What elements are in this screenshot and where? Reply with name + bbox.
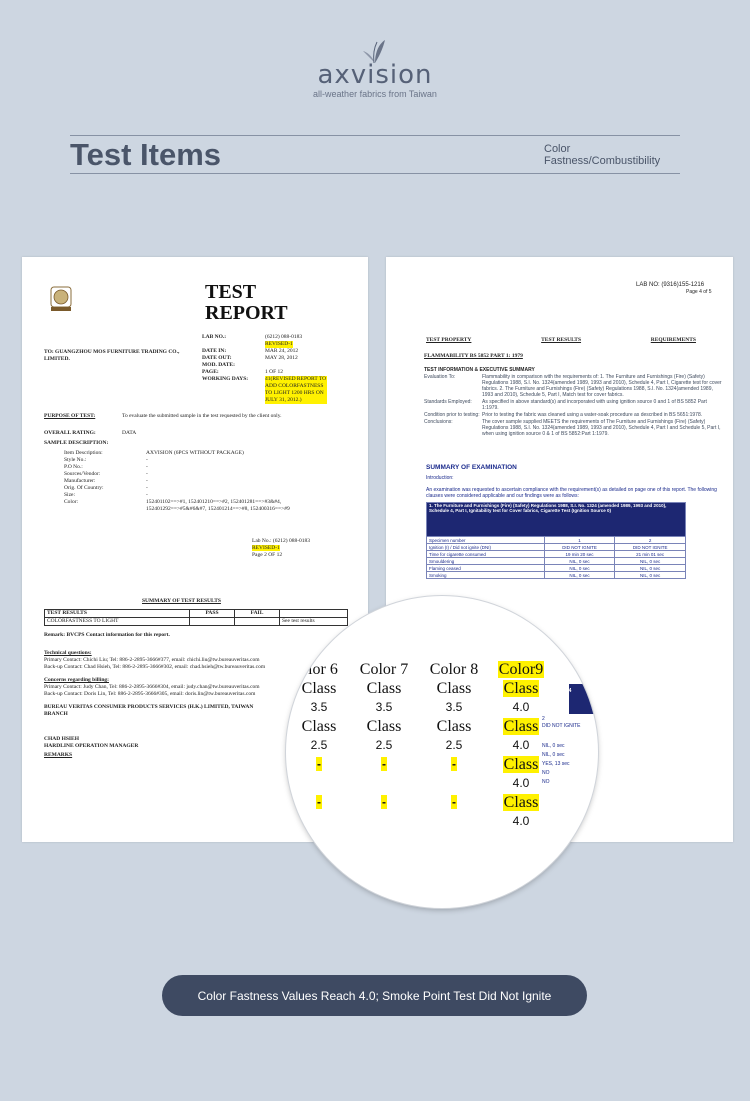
brand-logo <box>0 38 750 99</box>
subtitle-line-2: Fastness/Combustibility <box>544 155 661 167</box>
table-row: Ignition (I) / Did not ignite (DNI) DID NOT IGNITE DID NOT IGNITE <box>427 544 686 551</box>
table-row: TEST RESULTS PASS FAIL <box>45 610 348 618</box>
sample-row: Color: 152401102==>#1, 152401210==>#2, 152401281==>#3&#4, 152401292==>#5&#6&#7, 152401214==>#8, 152400316==>#9 <box>64 499 290 512</box>
color-9-column: Color9 Class 4.0 Class 4.0 Class 4.0 Class 4.0 <box>498 661 544 828</box>
lab-info-block <box>202 334 362 404</box>
examination-table <box>426 502 686 579</box>
color-6-column: olor 6 Class 3.5 Class 2.5 - - <box>300 661 338 809</box>
sample-row: Orig. Of Country: - <box>64 485 148 491</box>
lab-no-repeat: Lab No.: (6212) 088-0183 REVISED-1 Page 2 OF 12 <box>252 538 311 558</box>
magnified-side-text: YES, 13 sec <box>542 761 570 767</box>
lab-field: DATE IN: MAR 24, 2012 <box>202 348 299 354</box>
page-subtitle <box>544 143 660 167</box>
magnified-side-text: S.I. No. 1324 <box>542 688 572 694</box>
column-headers: TEST PROPERTY TEST RESULTS REQUIREMENTS <box>426 337 696 343</box>
summary-title: SUMMARY OF TEST RESULTS <box>142 598 221 604</box>
sample-row: Sources/Vendor: - <box>64 471 148 477</box>
sample-description-table <box>64 450 354 513</box>
info-row: Standards Employed: As specified in above standard(s) and incorporated with using ignition source 0 and 1 of BS 5852 Part 1:1979. <box>424 399 707 411</box>
magnified-side-text: NO <box>542 779 550 785</box>
sample-row: Style No.: - <box>64 457 148 463</box>
info-title: TEST INFORMATION & EXECUTIVE SUMMARY <box>424 367 535 373</box>
info-row: Condition prior to testing: Prior to testing the fabric was cleaned using a water-soak procedure as described in BS 5651:1978. <box>424 412 703 418</box>
lab-number: LAB NO: (9316)155-1216 <box>636 282 705 288</box>
introduction-label: Introduction: <box>426 475 454 481</box>
magnified-side-text: NIL, 0 sec <box>542 743 565 749</box>
table-row: Smouldering NIL, 0 sec NIL, 0 sec <box>427 558 686 565</box>
color-7-column: Color 7 Class 3.5 Class 2.5 - - <box>359 661 409 809</box>
header-rule-bottom <box>70 173 680 174</box>
flammability-heading: FLAMMABILITY BS 5852 PART 1: 1979 <box>424 353 523 359</box>
table-row: Specimen number 1 2 <box>427 537 686 544</box>
brand-tagline: all-weather fabrics from Taiwan <box>313 89 437 99</box>
overall-rating: OVERALL RATING: DATA <box>44 430 137 436</box>
lab-field: REVISED-1 <box>265 341 293 347</box>
introduction-text: An examination was requested to ascertain compliance with the requirement(s) as detailed on page one of this report. The following clauses were considered applicable and our findings were as follows: <box>426 487 717 499</box>
color-8-column: Color 8 Class 3.5 Class 2.5 - - <box>429 661 479 809</box>
lab-field: WORKING DAYS: 41(REVISED REPORT TO ADD COLORFASTNESS TO LIGHT 1200 HRS ON JULY 31, 2012.) <box>202 376 327 403</box>
lab-field: LAB NO.: (6212) 088-0183 <box>202 334 303 340</box>
lab-field: MOD. DATE: <box>202 362 235 368</box>
magnified-side-text: NIL, 0 sec <box>542 752 565 758</box>
magnified-side-text: 2 <box>542 716 545 722</box>
info-row: Evaluation To: Flammability in comparison with the requirements of: 1. The Furniture and Furnishings (Fire) (Safety) Regulations 1988, S.I. No. 1324(amended 1989, 1993 and 2010), Schedule 4, Part I, Cigarette test for cover fabrics. 2. The Furniture and Furnishings (Fire) (Safety) Regulations 1988, S.I. No. 1324(amended 1989, 1993 and 2010), Schedule 5, Part I, Match test for cover fabrics. <box>424 374 722 398</box>
table-row: Time for cigarette consumed 19 min 20 sec 21 min 01 sec <box>427 551 686 558</box>
recipient: TO: GUANGZHOU MOS FURNITURE TRADING CO., LIMITED. <box>44 349 180 362</box>
remark: Remark: BVCPS Contact information for this report. <box>44 632 170 638</box>
lab-field: DATE OUT: MAY 28, 2012 <box>202 355 298 361</box>
summary-table <box>44 609 348 626</box>
sample-row: Manufacturer: - <box>64 478 148 484</box>
summary-caption-pill <box>162 975 587 1016</box>
page-title: Test Items <box>70 137 222 172</box>
table-row: COLORFASTNESS TO LIGHT See test results <box>45 618 348 626</box>
sample-row: Item Description: AXVISION (6PCS WITHOUT PACKAGE) <box>64 450 244 456</box>
sample-row: Size: - <box>64 492 148 498</box>
contact-notes: Technical questions: Primary Contact: Chichi Liu; Tel: 886-2-2895-3666#377, email: chichi.liu@tw.bureauveritas.com Back-up Contact: Chad Hsieh, Tel: 886-2-2895-3666#302, email: chad.hsieh@tw.bureauveritas.com Concerns regarding billing: Primary Contact: Judy Chan, Tel: 886-2-2895-3666#304, email: judy.chan@tw.bureauveritas.com Back-up Contact: Doris Lin, Tel: 886-2-2895-3666#305, email: doris.lin@tw.bureauveritas.com BUREAU VERITAS CONSUMER PRODUCTS SERVICES (H.K.) LIMITED, TAIWAN BRANCH CHAD HSIEH HARDLINE OPERATION MANAGER REMARKS <box>44 650 266 758</box>
page-number: Page 4 of 5 <box>686 289 712 295</box>
magnifier-lens <box>286 596 598 908</box>
sample-description-heading: SAMPLE DESCRIPTION: <box>44 440 109 446</box>
table-row: Smoking NIL, 0 sec NIL, 0 sec <box>427 572 686 579</box>
summary-heading: SUMMARY OF EXAMINATION <box>426 464 517 471</box>
brand-name: axvision <box>317 60 433 90</box>
magnified-side-text: NO <box>542 770 550 776</box>
table-header-row: 1. The Furniture and Furnishings (Fire) (Safety) Regulations 1988, S.I. No. 1324 (amended 1989, 1993 and 2010), Schedule 4, Part I, Ignitability test for Cover fabrics, Cigarette Test (Ignition Source 0) <box>427 503 686 537</box>
report-title: TEST REPORT <box>205 281 288 324</box>
purpose-of-test: PURPOSE OF TEST: To evaluate the submitted sample in the test requested by the client only. <box>44 413 282 419</box>
executive-summary <box>424 374 724 438</box>
summary-caption-text: Color Fastness Values Reach 4.0; Smoke Point Test Did Not Ignite <box>197 988 552 1003</box>
sample-row: P.O No.: - <box>64 464 148 470</box>
table-row: Flaming ceased NIL, 0 sec NIL, 0 sec <box>427 565 686 572</box>
info-row: Conclusions: The cover sample supplied MEETS the requirements of The Furniture and Furnishings (Fire) (Safety) Regulations 1988, S.I. No. 1324(amended 1989, 1993 and 2010), Schedule 4, Part I and Schedule 5, Part I, when using ignition source 0 & 1 of BS 5852:Part 1:1979. <box>424 419 721 437</box>
subtitle-line-1: Color <box>544 143 571 155</box>
magnified-side-text: DID NOT IGNITE <box>542 723 581 729</box>
lab-field: PAGE: 1 OF 12 <box>202 369 284 375</box>
bureau-veritas-seal-icon <box>50 286 72 312</box>
